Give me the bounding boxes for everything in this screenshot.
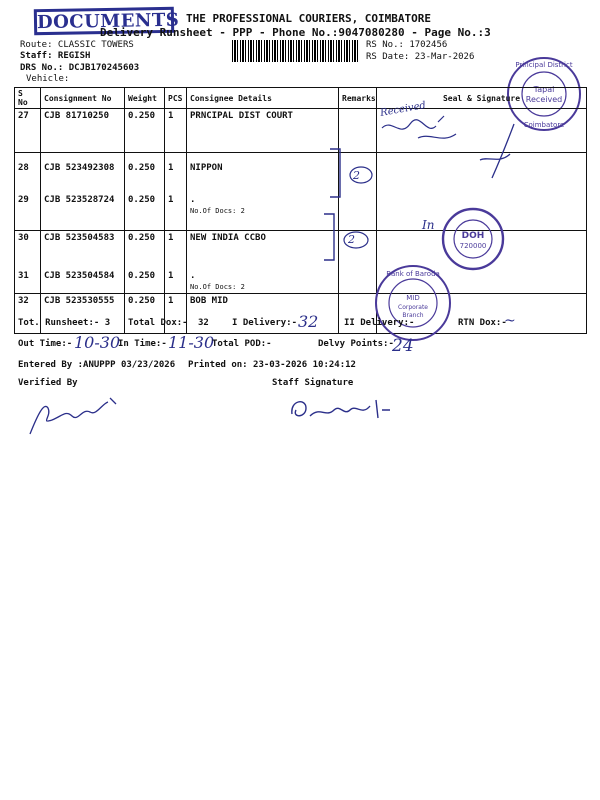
- rtn-dox-label: RTN Dox:-: [458, 318, 507, 328]
- bob-stamp-line1: Bank of Baroda: [386, 270, 440, 278]
- route: Route: CLASSIC TOWERS: [20, 40, 134, 50]
- col-sno: S No: [15, 88, 41, 109]
- initials-row-30: In: [422, 218, 435, 232]
- staff: Staff: REGISH: [20, 51, 91, 61]
- cell-weight: 0.250: [125, 293, 165, 333]
- company-name: THE PROFESSIONAL COURIERS, COIMBATORE: [186, 12, 432, 25]
- entered-by: Entered By :ANUPPP 03/23/2026: [18, 360, 176, 370]
- cell-pcs: 1: [165, 193, 187, 231]
- table-row: [15, 269, 587, 294]
- doh-stamp-line1: DOH: [461, 231, 485, 241]
- col-pcs: PCS: [165, 88, 187, 109]
- rtn-dox-dash: ~: [504, 313, 516, 329]
- bracket-count-30-31: 2: [348, 233, 355, 246]
- delvy-points-handwritten: 24: [392, 336, 414, 356]
- cell-pcs: 1: [165, 153, 187, 193]
- cell-consignee: PRNCIPAL DIST COURT: [187, 109, 339, 153]
- ii-delivery-label: II Delivery:-: [344, 318, 415, 328]
- staff-signature: [286, 392, 396, 426]
- cell-consignee: NEW INDIA CCBO: [187, 231, 339, 269]
- runsheet-subtitle: Delivery Runsheet - PPP - Phone No.:9047080280 - Page No.:3: [100, 26, 491, 39]
- delvy-points-label: Delvy Points:-: [318, 339, 394, 349]
- cell-consignment: CJB 523504583: [41, 231, 125, 269]
- cell-consignee: NIPPON: [187, 153, 339, 193]
- cell-sno: 32: [15, 293, 41, 333]
- bob-stamp-line3: Corporate: [398, 304, 428, 311]
- cell-remarks: [339, 269, 377, 294]
- col-consignee: Consignee Details: [187, 88, 339, 109]
- total-dox-value: 32: [198, 318, 209, 328]
- cell-sno: 29: [15, 193, 41, 231]
- docs-count: No.Of Docs: 2: [190, 282, 245, 291]
- bank-of-baroda-stamp: [372, 262, 454, 344]
- court-stamp-line2: Tapal: [533, 85, 555, 94]
- cell-consignee: [187, 193, 339, 231]
- i-delivery-handwritten: 32: [298, 312, 319, 331]
- tot-runsheet: Tot. Runsheet:- 3: [18, 318, 111, 328]
- cell-consignment: CJB 81710250: [41, 109, 125, 153]
- col-remarks: Remarks: [339, 88, 377, 109]
- cell-sno: 30: [15, 231, 41, 269]
- cell-pcs: 1: [165, 269, 187, 294]
- cell-consignment: CJB 523528724: [41, 193, 125, 231]
- drs-number: DRS No.: DCJB170245603: [20, 63, 140, 73]
- in-time-label: In Time:-: [118, 339, 167, 349]
- bob-stamp-line4: Branch: [402, 312, 424, 319]
- bracket-count-28-29: 2: [353, 169, 360, 182]
- cell-pcs: 1: [165, 231, 187, 269]
- rs-number: RS No.: 1702456: [366, 40, 448, 50]
- bob-stamp-line2: MID: [406, 294, 420, 302]
- out-time-handwritten: 10-30: [74, 333, 121, 352]
- cell-consignment: CJB 523530555: [41, 293, 125, 333]
- col-seal: Seal & Signature: [377, 88, 587, 109]
- i-delivery-label: I Delivery:-: [232, 318, 298, 328]
- bracket-rows-28-29: [326, 145, 376, 201]
- cell-sno: 27: [15, 109, 41, 153]
- col-weight: Weight: [125, 88, 165, 109]
- received-note: Received: [379, 100, 427, 119]
- doh-stamp-line2: 720000: [459, 242, 487, 250]
- verified-by-label: Verified By: [18, 378, 78, 388]
- cell-weight: 0.250: [125, 153, 165, 193]
- cell-weight: 0.250: [125, 109, 165, 153]
- total-pod-label: Total POD:-: [212, 339, 272, 349]
- barcode: [232, 40, 360, 62]
- cell-sno: 28: [15, 153, 41, 193]
- staff-signature-label: Staff Signature: [272, 378, 354, 388]
- printed-on: Printed on: 23-03-2026 10:24:12: [188, 360, 356, 370]
- col-consignment: Consignment No: [41, 88, 125, 109]
- received-scribble: [378, 112, 478, 152]
- cell-pcs: 1: [165, 293, 187, 333]
- cell-consignee: BOB MID: [187, 293, 339, 333]
- cell-weight: 0.250: [125, 269, 165, 294]
- court-stamp-line4: Coimbatore: [523, 121, 565, 129]
- verifier-signature: [22, 394, 132, 440]
- total-dox-label: Total Dox:-: [128, 318, 188, 328]
- vehicle: Vehicle:: [26, 74, 70, 84]
- signature-scribble-27: [470, 120, 530, 190]
- court-stamp-line1: Principal District: [515, 61, 573, 69]
- consignee-dot: .: [190, 194, 196, 205]
- cell-consignment: CJB 523492308: [41, 153, 125, 193]
- cell-sno: 31: [15, 269, 41, 294]
- docs-count: No.Of Docs: 2: [190, 206, 245, 215]
- cell-pcs: 1: [165, 109, 187, 153]
- in-time-handwritten: 11-30: [168, 333, 215, 352]
- out-time-label: Out Time:-: [18, 339, 73, 349]
- consignee-dot: .: [190, 270, 196, 281]
- cell-consignee: [187, 269, 339, 294]
- cell-weight: 0.250: [125, 231, 165, 269]
- table-header-row: [15, 88, 587, 109]
- cell-weight: 0.250: [125, 193, 165, 231]
- rs-date: RS Date: 23-Mar-2026: [366, 52, 475, 62]
- cell-consignment: CJB 523504584: [41, 269, 125, 294]
- documents-stamp: DOCUMENTS: [34, 7, 174, 35]
- court-stamp-line3: Received: [525, 95, 563, 104]
